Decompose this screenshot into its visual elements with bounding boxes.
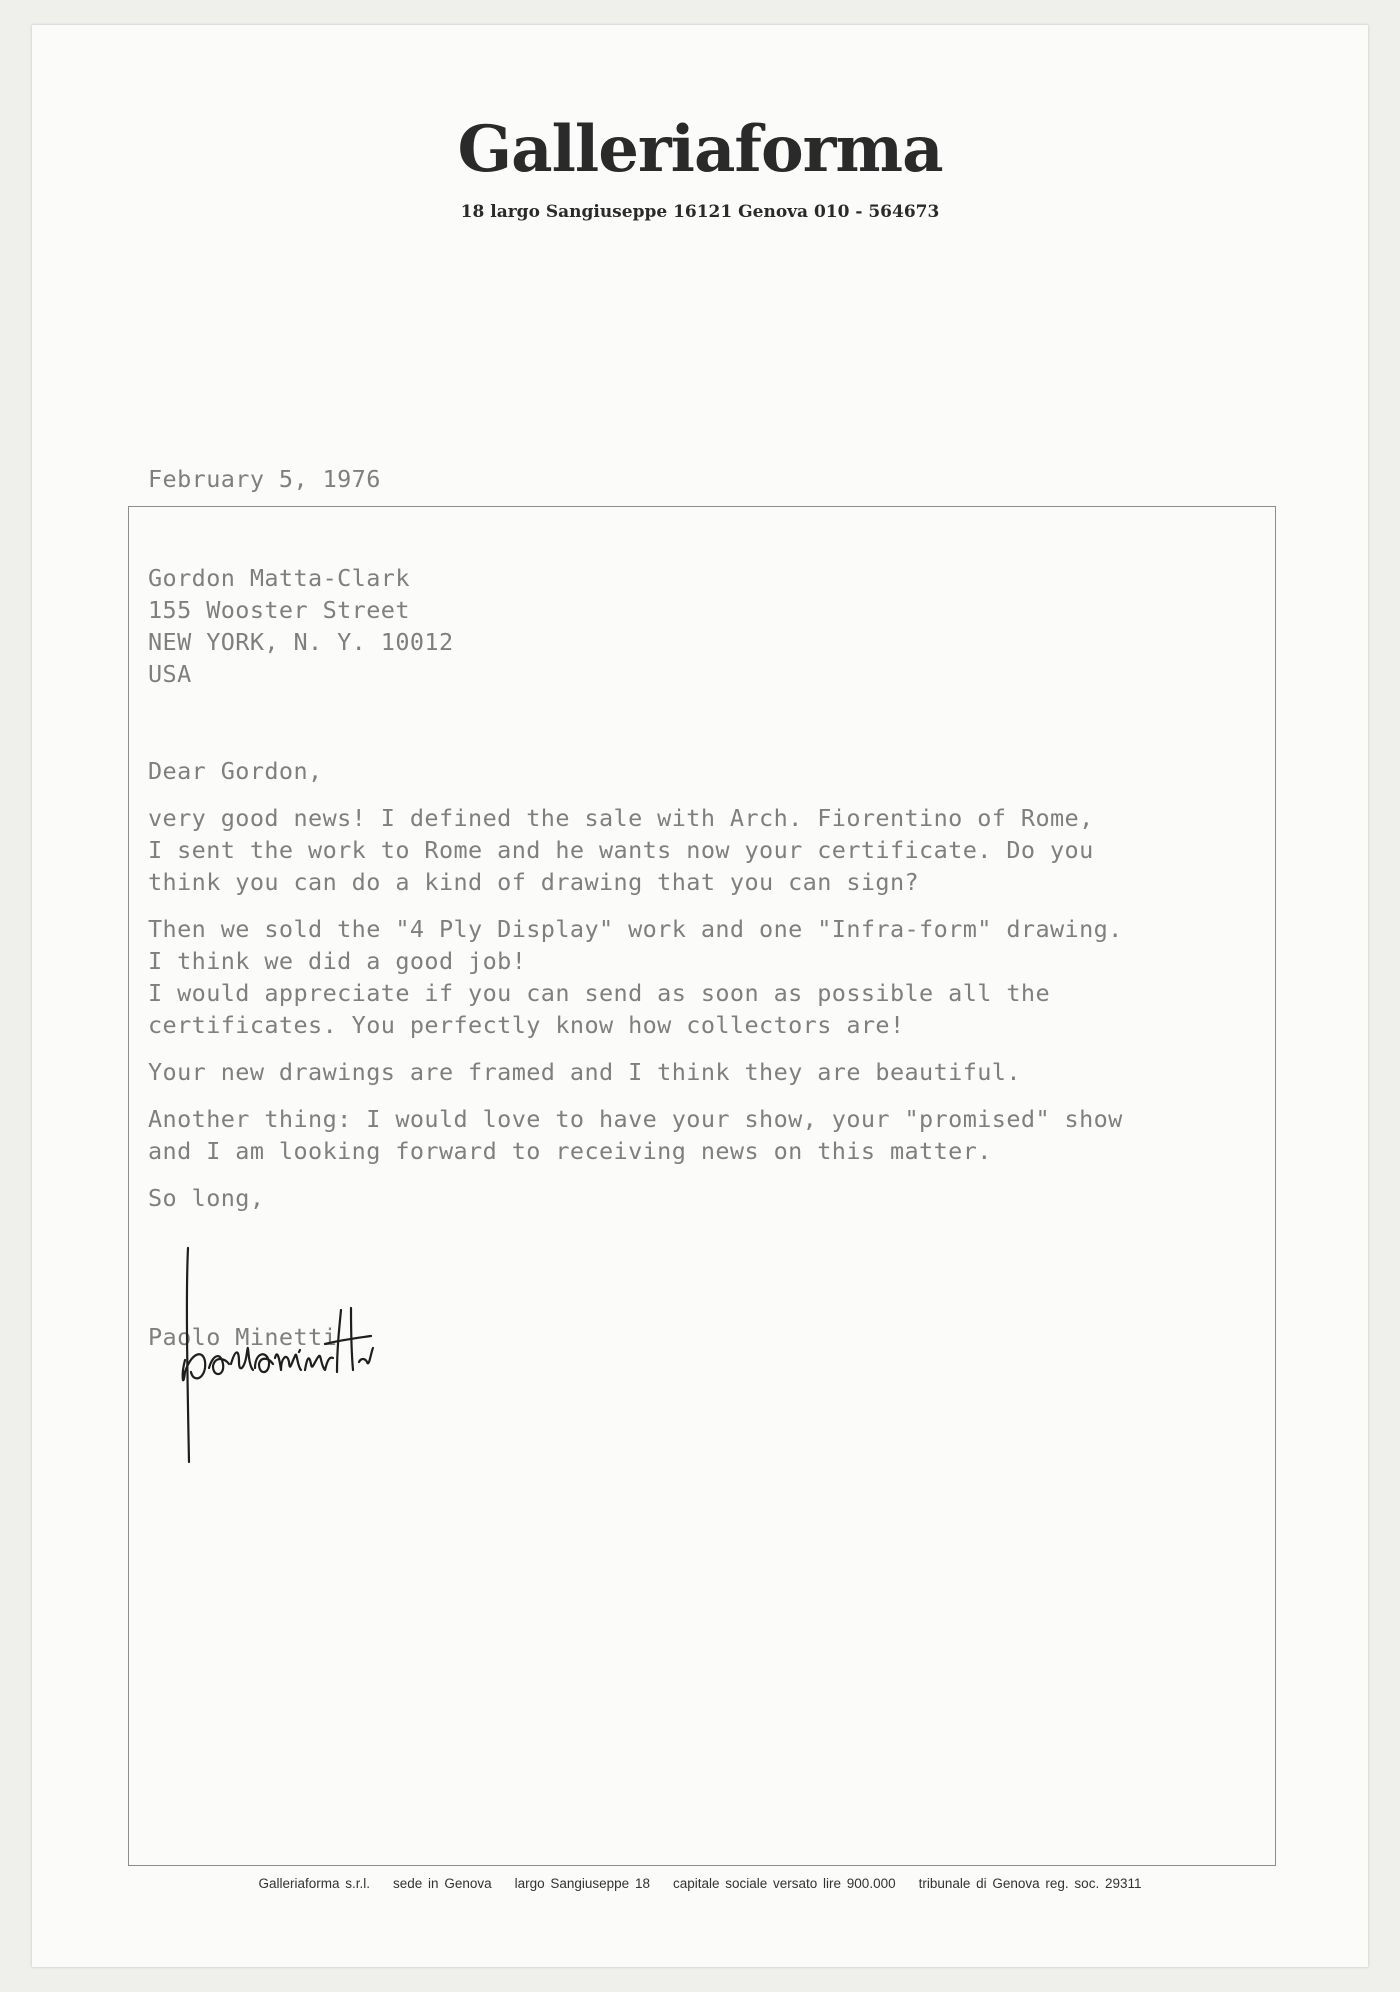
paragraph (148, 1056, 1258, 1088)
paragraph-line: very good news! I defined the sale with Arch. Fiorentino of Rome, (148, 804, 1094, 832)
paragraph (148, 1103, 1258, 1167)
paragraph (148, 802, 1258, 898)
sender-name: Paolo Minetti (148, 1323, 338, 1351)
paragraph-line: and I am looking forward to receiving news on this matter. (148, 1137, 992, 1165)
paragraph-line: I think we did a good job! (148, 947, 527, 975)
recipient-line: Gordon Matta-Clark (148, 564, 410, 592)
paragraph-line: Another thing: I would love to have your show, your "promised" show (148, 1105, 1123, 1133)
recipient-address (148, 562, 454, 690)
paragraph-line: certificates. You perfectly know how collectors are! (148, 1011, 905, 1039)
paragraph-line: I would appreciate if you can send as soon as possible all the (148, 979, 1050, 1007)
letter-date: February 5, 1976 (148, 465, 381, 493)
recipient-line: USA (148, 660, 192, 688)
paragraph (148, 913, 1258, 1041)
letter-body (148, 755, 1258, 1229)
recipient-line: 155 Wooster Street (148, 596, 410, 624)
letterhead-address: 18 largo Sangiuseppe 16121 Genova 010 - 564673 (460, 202, 940, 222)
closing (148, 1182, 1258, 1214)
paragraph-line: I sent the work to Rome and he wants now your certificate. Do you (148, 836, 1094, 864)
paragraph-line: Your new drawings are framed and I think they are beautiful. (148, 1058, 1021, 1086)
paragraph-line: Then we sold the "4 Ply Display" work and one "Infra-form" drawing. (148, 915, 1123, 943)
letterhead-footer: Galleriaforma s.r.l. sede in Genova largo Sangiuseppe 18 capitale sociale versato lire 900.000 tribunale di Genova reg. soc. 29311 (258, 1876, 1142, 1891)
paragraph-line: So long, (148, 1184, 265, 1212)
recipient-line: NEW YORK, N. Y. 10012 (148, 628, 454, 656)
handwritten-signature (175, 1240, 405, 1470)
paragraph-line: think you can do a kind of drawing that you can sign? (148, 868, 920, 896)
letterhead-name: Galleriaforma (457, 112, 943, 187)
salutation: Dear Gordon, (148, 757, 323, 785)
